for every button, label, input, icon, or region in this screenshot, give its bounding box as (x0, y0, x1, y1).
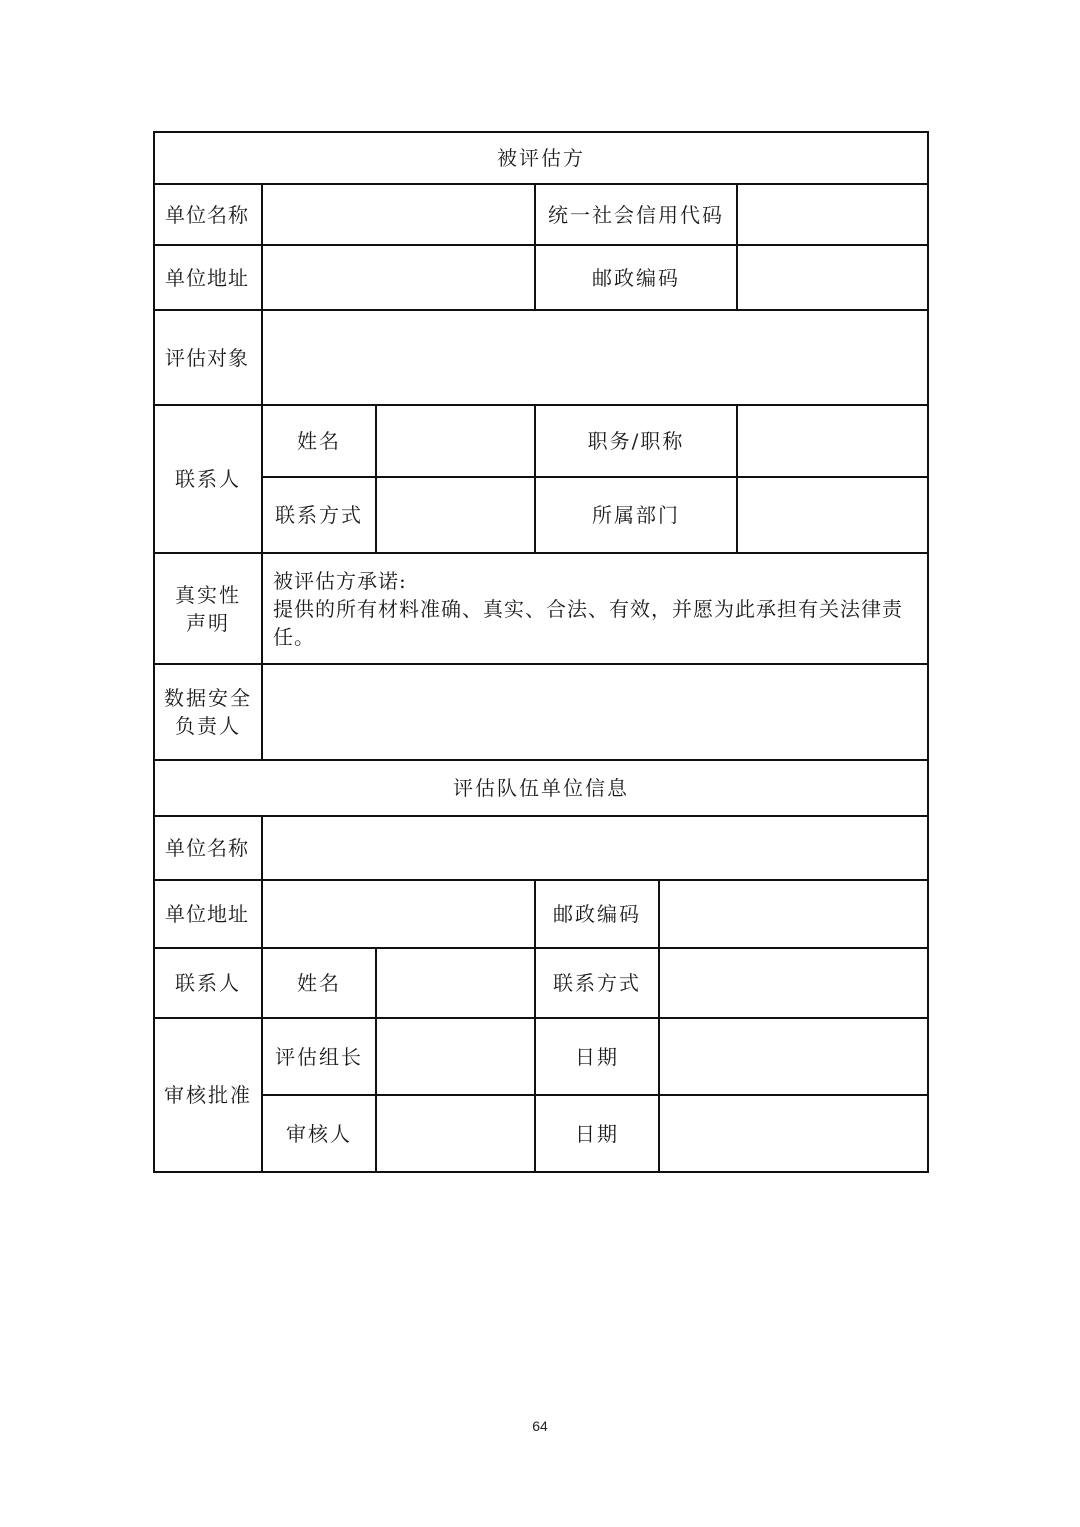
team-postal-code-label: 邮政编码 (535, 880, 659, 948)
evaluation-object-label: 评估对象 (154, 310, 262, 405)
department-label: 所属部门 (535, 477, 737, 553)
data-security-field[interactable] (262, 664, 928, 760)
position-label: 职务/职称 (535, 405, 737, 477)
date-field-1[interactable] (659, 1018, 928, 1095)
section-title-evaluation-team: 评估队伍单位信息 (154, 760, 928, 816)
commitment-line1: 被评估方承诺: (273, 568, 407, 593)
data-security-label-line2: 负责人 (175, 714, 241, 738)
evaluation-form-table (153, 131, 929, 1173)
date-field-2[interactable] (659, 1095, 928, 1172)
team-leader-field[interactable] (376, 1018, 535, 1095)
date-label-2: 日期 (535, 1095, 659, 1172)
contact-method-field[interactable] (376, 477, 535, 553)
team-leader-label: 评估组长 (262, 1018, 376, 1095)
section-title-evaluated-party: 被评估方 (154, 132, 928, 184)
data-security-label (154, 664, 262, 760)
team-unit-name-label: 单位名称 (154, 816, 262, 880)
department-field[interactable] (737, 477, 928, 553)
team-name-field[interactable] (376, 948, 535, 1018)
unit-name-label: 单位名称 (154, 184, 262, 245)
authenticity-label-line1: 真实性 (175, 582, 241, 607)
team-unit-address-label: 单位地址 (154, 880, 262, 948)
team-contact-method-field[interactable] (659, 948, 928, 1018)
reviewer-field[interactable] (376, 1095, 535, 1172)
unit-name-field[interactable] (262, 184, 535, 245)
commitment-line2: 提供的所有材料准确、真实、合法、有效，并愿为此承担有关法律责任。 (273, 596, 903, 649)
unit-address-field[interactable] (262, 245, 535, 310)
contact-method-label: 联系方式 (262, 477, 376, 553)
team-contact-label: 联系人 (154, 948, 262, 1018)
evaluation-object-field[interactable] (262, 310, 928, 405)
name-field[interactable] (376, 405, 535, 477)
authenticity-label (154, 553, 262, 664)
postal-code-label: 邮政编码 (535, 245, 737, 310)
credit-code-label: 统一社会信用代码 (535, 184, 737, 245)
reviewer-label: 审核人 (262, 1095, 376, 1172)
credit-code-field[interactable] (737, 184, 928, 245)
name-label: 姓名 (262, 405, 376, 477)
team-unit-name-field[interactable] (262, 816, 928, 880)
data-security-label-line1: 数据安全 (164, 686, 252, 710)
team-postal-code-field[interactable] (659, 880, 928, 948)
authenticity-label-line2: 声明 (186, 610, 230, 635)
date-label-1: 日期 (535, 1018, 659, 1095)
commitment-statement (262, 553, 928, 664)
postal-code-field[interactable] (737, 245, 928, 310)
team-name-label: 姓名 (262, 948, 376, 1018)
unit-address-label: 单位地址 (154, 245, 262, 310)
position-field[interactable] (737, 405, 928, 477)
approval-label: 审核批准 (154, 1018, 262, 1172)
page-number: 64 (532, 1418, 548, 1434)
team-contact-method-label: 联系方式 (535, 948, 659, 1018)
team-unit-address-field[interactable] (262, 880, 535, 948)
contact-label: 联系人 (154, 405, 262, 553)
